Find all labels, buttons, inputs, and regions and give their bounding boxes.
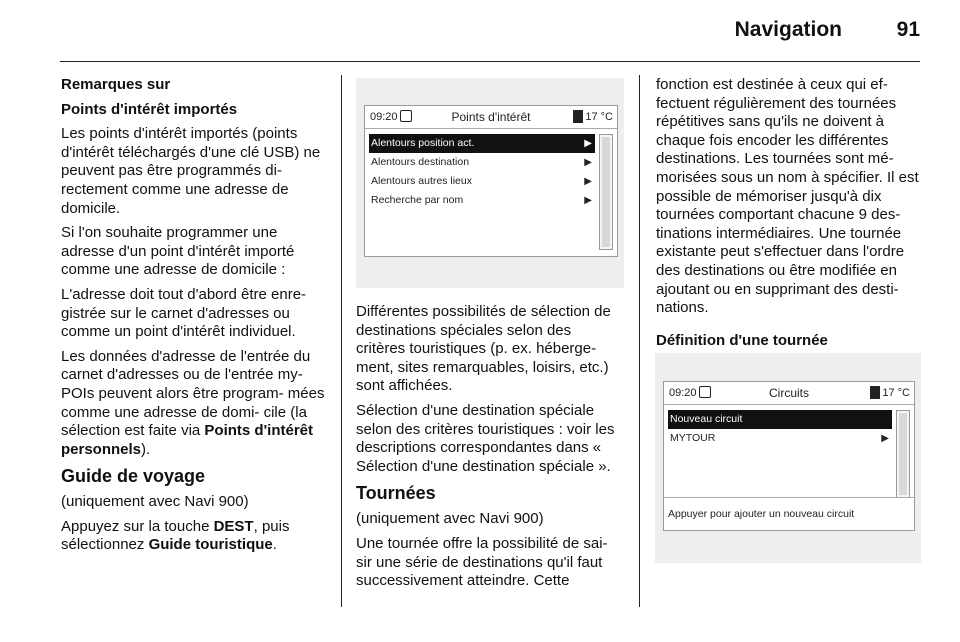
list-item-label: Nouveau circuit xyxy=(670,413,743,425)
list-item-label: Alentours autres lieux xyxy=(371,175,472,187)
menu-reference: Points d'intérêt personnels xyxy=(61,422,313,458)
column-3 xyxy=(656,76,924,356)
screen-title: Points d'intérêt xyxy=(451,110,531,124)
thermometer-icon xyxy=(870,386,880,399)
text-run: Les données d'adresse de l'entrée du carnet d'adresses ou de l'entrée my- POIs peuvent alors être program- mées comme une adresse de domi- cile (la sélection est faite via xyxy=(61,347,325,440)
list-item[interactable] xyxy=(369,191,595,210)
scrollbar[interactable] xyxy=(896,410,910,498)
screen-status-bar xyxy=(365,106,617,129)
column-2 xyxy=(356,303,624,597)
page-number: 91 xyxy=(896,18,920,41)
page-title: Navigation xyxy=(734,18,842,41)
subheading-line2: Points d'intérêt importés xyxy=(61,100,238,118)
display-screen xyxy=(364,105,618,257)
screen-figure-circuits xyxy=(655,353,921,563)
clock: 09:20 xyxy=(370,111,398,123)
paragraph: Une tournée offre la possibilité de sai- sir une série de destinations qu'il faut successivement atteindre. Cette xyxy=(356,534,608,590)
subheading-definition: Définition d'une tournée xyxy=(656,331,828,349)
text-run: , puis sélectionnez xyxy=(61,517,290,554)
paragraph: Sélection d'une destination spéciale selon des critères touristiques : voir les descriptions correspondantes dans « Sélection d'une destination spéciale ». xyxy=(356,401,615,475)
header-rule xyxy=(60,61,920,62)
scrollbar-thumb[interactable] xyxy=(602,137,610,247)
temperature: 17 °C xyxy=(585,111,613,123)
section-note: (uniquement avec Navi 900) xyxy=(61,493,249,511)
section-note: (uniquement avec Navi 900) xyxy=(356,510,544,528)
display-screen xyxy=(663,381,915,531)
list-item[interactable] xyxy=(369,134,595,153)
paragraph: Différentes possibilités de sélection de destinations spéciales selon des critères touristiques (p. ex. héberge- ment, sites remarquables, loisirs, etc.) sont affichées. xyxy=(356,303,611,395)
scrollbar[interactable] xyxy=(599,134,613,250)
column-divider-1 xyxy=(341,75,342,607)
paragraph: Si l'on souhaite programmer une adresse d'un point d'intérêt importé comme une adresse de domicile : xyxy=(61,224,295,279)
text-run: Appuyez sur la touche xyxy=(61,517,214,535)
screen-figure-poi xyxy=(356,78,624,288)
list-item-label: MYTOUR xyxy=(670,432,716,444)
section-heading-tours: Tournées xyxy=(356,483,436,504)
menu-list xyxy=(668,410,892,448)
paragraph: L'adresse doit tout d'abord être enre- gistrée sur le carnet d'adresses ou comme un point d'intérêt individuel. xyxy=(61,285,307,341)
list-item[interactable] xyxy=(369,172,595,191)
key-reference: DEST xyxy=(213,517,254,535)
list-item[interactable] xyxy=(668,410,892,429)
list-item-label: Recherche par nom xyxy=(371,194,464,206)
scrollbar-thumb[interactable] xyxy=(899,413,907,495)
chevron-right-icon: ▶ xyxy=(584,157,592,168)
column-1 xyxy=(61,76,329,561)
list-item[interactable] xyxy=(369,153,595,172)
paragraph xyxy=(61,518,329,555)
column-divider-2 xyxy=(639,75,640,607)
menu-reference: Guide touristique xyxy=(148,536,273,554)
section-heading-guide: Guide de voyage xyxy=(61,466,206,487)
menu-list xyxy=(369,134,595,210)
temperature: 17 °C xyxy=(882,387,910,399)
thermometer-icon xyxy=(573,110,583,123)
screen-title: Circuits xyxy=(768,386,809,400)
list-item[interactable] xyxy=(668,429,892,448)
list-item-label: Alentours destination xyxy=(371,156,470,168)
paragraph: Les points d'intérêt importés (points d'intérêt téléchargés d'une clé USB) ne peuvent pas être programmés di- rectement comme une adresse de domicile. xyxy=(61,125,321,217)
chevron-right-icon: ▶ xyxy=(584,195,592,206)
chevron-right-icon: ▶ xyxy=(584,176,592,187)
chevron-right-icon: ▶ xyxy=(584,138,592,149)
chevron-right-icon: ▶ xyxy=(881,433,889,444)
paragraph xyxy=(61,348,329,460)
screen-footer-hint[interactable]: Appuyer pour ajouter un nouveau circuit xyxy=(664,497,914,530)
page-header xyxy=(60,0,920,60)
list-item-label: Alentours position act. xyxy=(371,137,475,149)
text-run: ). xyxy=(141,440,151,458)
screen-status-bar xyxy=(664,382,914,405)
text-run: . xyxy=(272,536,277,554)
paragraph: fonction est destinée à ceux qui ef- fectuent régulièrement des tournées répétitives sans qu'ils ne doivent à chaque fois encoder les différentes destinations. Les tournées sont mé- morisées sous un nom à spécifier. Il est possible de mémoriser jusqu'à dix tournées comportant chacune 9 des- tinations intermédiaires. Une tournée existante peut s'effectuer dans l'ordre des destinations ou être modifiée en ajoutant ou en supprimant des desti- nations. xyxy=(656,76,919,317)
subheading-line1: Remarques sur xyxy=(61,76,171,93)
clock: 09:20 xyxy=(669,387,697,399)
